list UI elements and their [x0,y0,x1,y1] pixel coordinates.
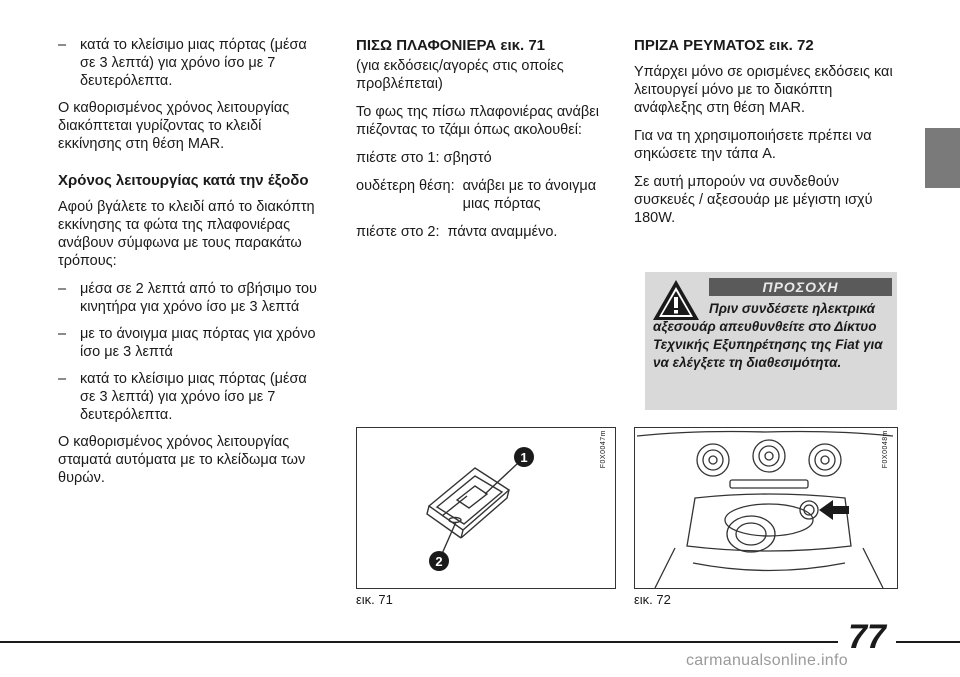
paragraph: Αφού βγάλετε το κλειδί από το διακόπτη εκκίνησης τα φώτα της πλαφονιέρας ανάβουν σύμφωνα με τους παρακάτω τρόπους: [58,199,315,269]
paragraph: Ο καθορισμένος χρόνος λειτουργίας σταματά αυτόματα με το κλείδωμα των θυρών. [58,434,306,486]
paragraph: Για να τη χρησιμοποιήσετε πρέπει να σηκώσετε την τάπα A. [634,128,872,162]
list-item [58,280,326,316]
list-item-text: μέσα σε 2 λεπτά από το σβήσιμο του κινητήρα για χρόνο ίσο με 3 λεπτά [80,281,317,315]
left-column [58,36,326,497]
dash-bullet: – [58,371,67,387]
setting-value: ανάβει με το άνοιγμα μιας πόρτας [462,178,597,212]
dash-bullet: – [58,281,67,297]
list-item [58,325,326,361]
section-heading: ΠΡΙΖΑ ΡΕΥΜΑΤΟΣ εικ. 72 [634,37,814,54]
section-heading: Χρόνος λειτουργίας κατά την έξοδο [58,172,309,189]
setting-row [356,177,611,213]
warning-text: Πριν συνδέσετε ηλεκτρικά αξεσουάρ απευθυνθείτε στο Δίκτυο Τεχνικής Εξυπηρέτησης της Fiat για να ελέγξετε τη διαθεσιμότητα. [653,301,883,370]
figure-72 [634,427,898,589]
list-item-text: με το άνοιγμα μιας πόρτας για χρόνο ίσο με 3 λεπτά [80,326,316,360]
figure-caption: εικ. 71 [356,592,393,607]
rear-ceiling-light-illustration [357,428,615,588]
callout-label-1: 1 [520,450,528,465]
figure-code: F0X0047m [600,430,607,469]
figure-code: F0X0048m [882,430,889,469]
paragraph: Το φως της πίσω πλαφονιέρας ανάβει πιέζοντας το τζάμι όπως ακολουθεί: [356,104,599,138]
setting-key: ουδέτερη θέση: [356,178,455,194]
section-heading: ΠΙΣΩ ΠΛΑΦΟΝΙΕΡΑ εικ. 71 [356,37,546,54]
paragraph: Σε αυτή μπορούν να συνδεθούν συσκευές / αξεσουάρ με μέγιστη ισχύ 180W. [634,174,873,226]
dash-bullet: – [58,326,67,342]
warning-badge: ΠΡΟΣΟΧΗ [709,278,892,296]
dash-bullet: – [58,37,67,53]
setting-row: πιέστε στο 1: σβηστό [356,150,492,166]
paragraph: Υπάρχει μόνο σε ορισμένες εκδόσεις και λειτουργεί μόνο με το διακόπτη ανάφλεξης στη θέση MAR. [634,64,893,116]
figure-71 [356,427,616,589]
list-item [58,36,326,90]
list-item-text: κατά το κλείσιμο μιας πόρτας (μέσα σε 3 λεπτά) για χρόνο ίσο με 7 δευτερόλεπτα. [80,371,307,423]
list-item-text: κατά το κλείσιμο μιας πόρτας (μέσα σε 3 λεπτά) για χρόνο ίσο με 7 δευτερόλεπτα. [80,37,307,89]
arrow-left-icon [819,500,849,520]
warning-box [645,272,897,410]
setting-row [356,223,611,241]
setting-key: πιέστε στο 2: [356,224,440,240]
list-item [58,370,326,424]
footer-rule [0,641,960,643]
section-thumb-tab [925,128,960,188]
page-number: 77 [838,620,896,654]
setting-value: πάντα αναμμένο. [447,224,558,240]
paragraph: Ο καθορισμένος χρόνος λειτουργίας διακόπτεται γυρίζοντας το κλειδί εκκίνησης στη θέση MAR. [58,100,290,152]
figure-caption: εικ. 72 [634,592,671,607]
right-column [634,36,896,237]
callout-label-2: 2 [435,554,443,569]
subheading-note: (για εκδόσεις/αγορές στις οποίες προβλέπεται) [356,58,564,92]
power-socket-illustration [635,428,897,588]
watermark-text: carmanualsonline.info [686,652,848,669]
middle-column [356,36,611,251]
